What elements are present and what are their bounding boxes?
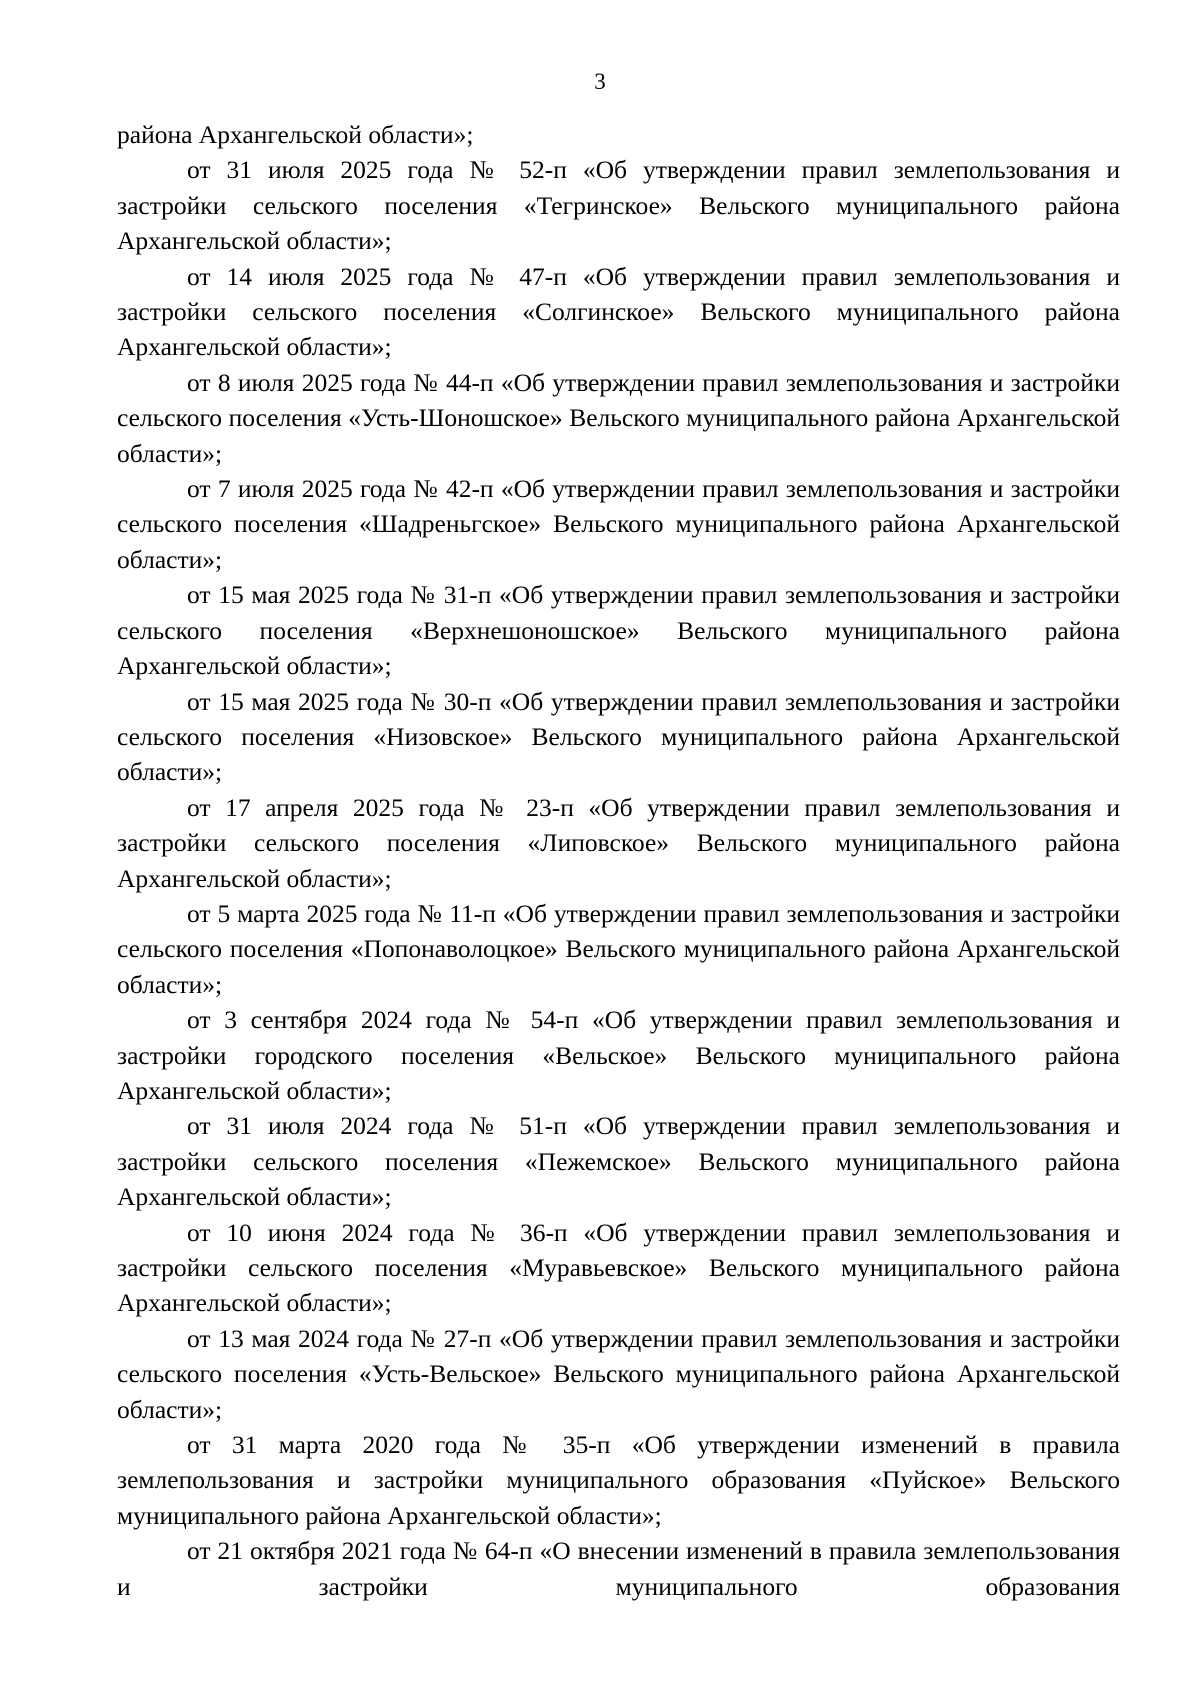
- paragraph-continuation: района Архангельской области»;: [117, 120, 474, 149]
- paragraph-resolution-30p: от 15 мая 2025 года № 30-п «Об утверждении правил землепользования и застройки сельского поселения «Низовское» Вельского муниципального района Архангельской области»;: [117, 686, 1120, 787]
- paragraph-resolution-27p: от 13 мая 2024 года № 27-п «Об утверждении правил землепользования и застройки сельского поселения «Усть-Вельское» Вельского муниципального района Архангельской области»;: [117, 1323, 1120, 1424]
- paragraph-resolution-35p: от 31 марта 2020 года № 35-п «Об утверждении изменений в правила землепользования и застройки муниципального образования «Пуйское» Вельского муниципального района Архангельской области»;: [117, 1430, 1120, 1530]
- paragraph-resolution-36p: от 10 июня 2024 года № 36-п «Об утверждении правил землепользования и застройки сельского поселения «Муравьевское» Вельского муниципального района Архангельской области»;: [117, 1217, 1120, 1318]
- paragraph-resolution-44p: от 8 июля 2025 года № 44-п «Об утверждении правил землепользования и застройки сельского поселения «Усть-Шоношское» Вельского муниципального района Архангельской области»;: [117, 367, 1120, 468]
- paragraph-resolution-31p: от 15 мая 2025 года № 31-п «Об утверждении правил землепользования и застройки сельского поселения «Верхнешоношское» Вельского муниципального района Архангельской области»;: [117, 580, 1120, 681]
- paragraph-resolution-42p: от 7 июля 2025 года № 42-п «Об утверждении правил землепользования и застройки сельского поселения «Шадреньгское» Вельского муниципального района Архангельской области»;: [117, 474, 1120, 574]
- paragraph-resolution-51p: от 31 июля 2024 года № 51-п «Об утверждении правил землепользования и застройки сельского поселения «Пежемское» Вельского муниципального района Архангельской области»;: [117, 1111, 1120, 1212]
- paragraph-resolution-11p: от 5 марта 2025 года № 11-п «Об утверждении правил землепользования и застройки сельского поселения «Попонаволоцкое» Вельского муниципального района Архангельской области»;: [117, 898, 1120, 999]
- paragraph-resolution-54p: от 3 сентября 2024 года № 54-п «Об утверждении правил землепользования и застройки городского поселения «Вельское» Вельского муниципального района Архангельской области»;: [117, 1005, 1120, 1105]
- document-body: [117, 117, 1120, 1604]
- paragraph-resolution-64p: от 21 октября 2021 года № 64-п «О внесении изменений в правила землепользования и застройки муниципального образования: [117, 1536, 1120, 1601]
- paragraph-resolution-47p: от 14 июля 2025 года № 47-п «Об утверждении правил землепользования и застройки сельского поселения «Солгинское» Вельского муниципального района Архангельской области»;: [117, 261, 1120, 362]
- paragraph-resolution-52p: от 31 июля 2025 года № 52-п «Об утверждении правил землепользования и застройки сельского поселения «Тегринское» Вельского муниципального района Архангельской области»;: [117, 155, 1120, 256]
- page-number: 3: [594, 69, 606, 94]
- paragraph-resolution-23p: от 17 апреля 2025 года № 23-п «Об утверждении правил землепользования и застройки сельского поселения «Липовское» Вельского муниципального района Архангельской области»;: [117, 792, 1120, 893]
